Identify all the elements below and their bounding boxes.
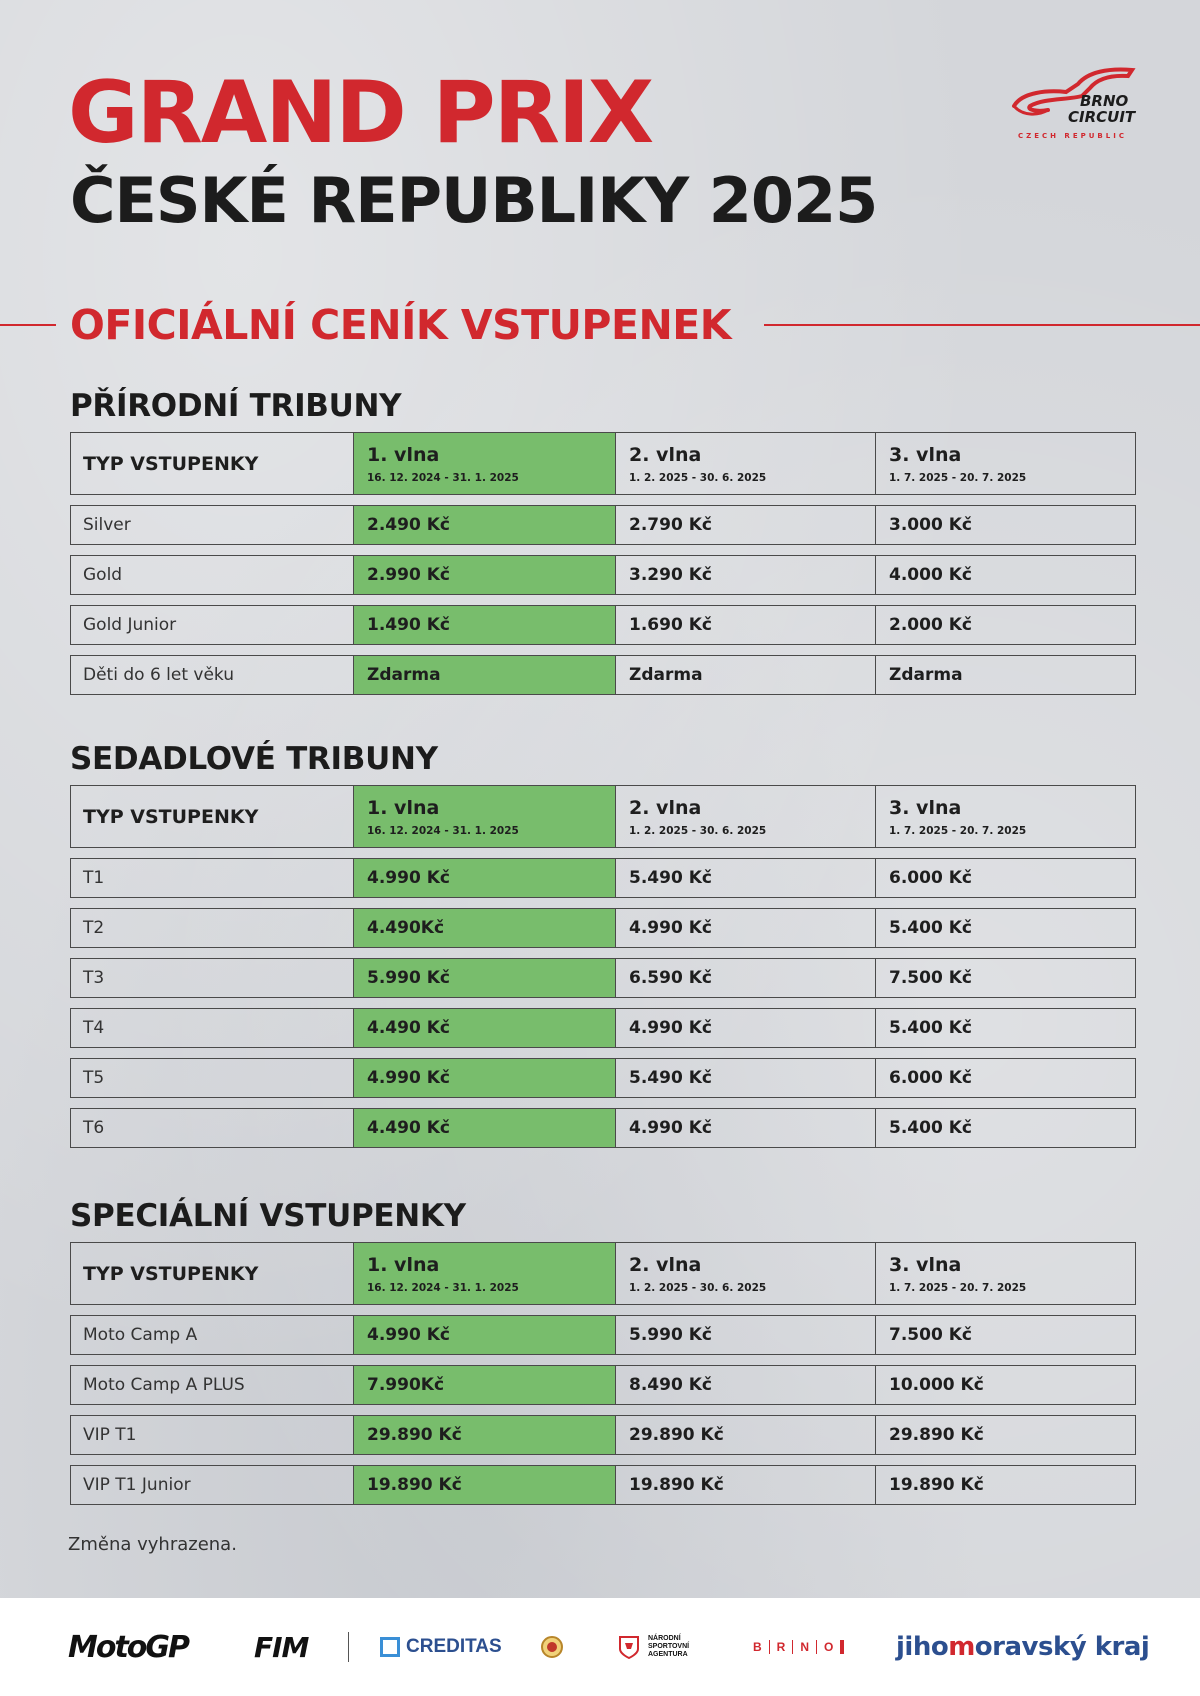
table-row (70, 1108, 1136, 1148)
table-row (70, 555, 1136, 595)
nsa-logo (618, 1598, 689, 1696)
page-title-line2: ČESKÉ REPUBLIKY 2025 (70, 164, 878, 237)
table-row (70, 1008, 1136, 1048)
price-wave-3: 5.400 Kč (875, 909, 1135, 947)
col-header-type: TYP VSTUPENKY (83, 452, 259, 475)
section-sedadlove-tribuny (70, 735, 1136, 1148)
price-wave-1: 2.490 Kč (353, 506, 615, 544)
table-row (70, 655, 1136, 695)
jihomoravsky-kraj-logo: jiho m oravský kraj (896, 1632, 1150, 1662)
price-wave-1: 4.490 Kč (353, 1109, 615, 1147)
ticket-type: T5 (83, 1068, 105, 1088)
ticket-type: T3 (83, 968, 105, 988)
table-row (70, 1058, 1136, 1098)
price-wave-2: 29.890 Kč (615, 1416, 875, 1454)
col-header-wave-1: 1. vlna 16. 12. 2024 - 31. 1. 2025 (353, 1243, 615, 1304)
price-wave-2: 3.290 Kč (615, 556, 875, 594)
col-header-wave-3: 3. vlna 1. 7. 2025 - 20. 7. 2025 (875, 1243, 1135, 1304)
section-title: PŘÍRODNÍ TRIBUNY (70, 388, 402, 424)
circuit-track-icon (1008, 62, 1138, 142)
price-wave-1: 4.990 Kč (353, 1316, 615, 1354)
price-wave-3: 7.500 Kč (875, 959, 1135, 997)
price-wave-1: 4.990 Kč (353, 1059, 615, 1097)
price-wave-1: 4.490 Kč (353, 1009, 615, 1047)
price-wave-2: 1.690 Kč (615, 606, 875, 644)
brno-logo: B R N O (746, 1598, 844, 1696)
col-header-wave-3: 3. vlna 1. 7. 2025 - 20. 7. 2025 (875, 786, 1135, 847)
price-wave-1: 1.490 Kč (353, 606, 615, 644)
price-wave-2: 4.990 Kč (615, 909, 875, 947)
subtitle-row (0, 300, 1200, 350)
price-wave-3: 29.890 Kč (875, 1416, 1135, 1454)
table-row (70, 958, 1136, 998)
table-row (70, 908, 1136, 948)
col-header-wave-3: 3. vlna 1. 7. 2025 - 20. 7. 2025 (875, 433, 1135, 494)
price-wave-2: 4.990 Kč (615, 1109, 875, 1147)
nsa-text: NÁRODNÍ SPORTOVNÍ AGENTURA (648, 1635, 690, 1658)
col-header-type: TYP VSTUPENKY (83, 805, 259, 828)
disclaimer-note: Změna vyhrazena. (68, 1534, 237, 1555)
ticket-type: Gold Junior (83, 615, 177, 635)
creditas-square-icon (380, 1637, 400, 1657)
ticket-type: Silver (83, 515, 131, 535)
ticket-type: Děti do 6 let věku (83, 665, 235, 685)
ticket-type: T1 (83, 868, 105, 888)
price-wave-2: 8.490 Kč (615, 1366, 875, 1404)
table-row (70, 1365, 1136, 1405)
ticket-type: T4 (83, 1018, 105, 1038)
price-wave-3: 5.400 Kč (875, 1109, 1135, 1147)
sponsor-footer (0, 1598, 1200, 1696)
svg-text:CIRCUIT: CIRCUIT (1068, 108, 1136, 126)
price-wave-2: 5.990 Kč (615, 1316, 875, 1354)
subtitle: OFICIÁLNÍ CENÍK VSTUPENEK (70, 301, 732, 349)
table-row (70, 605, 1136, 645)
footer-separator (348, 1632, 349, 1662)
creditas-label: CREDITAS (406, 1636, 502, 1657)
price-wave-3: 10.000 Kč (875, 1366, 1135, 1404)
motogp-logo: MotoGP (68, 1629, 189, 1665)
section-prirodni-tribuny (70, 382, 1136, 695)
brno-circuit-logo (1008, 62, 1138, 142)
col-header-wave-2: 2. vlna 1. 2. 2025 - 30. 6. 2025 (615, 433, 875, 494)
price-wave-1: 7.990Kč (353, 1366, 615, 1404)
price-wave-3: 2.000 Kč (875, 606, 1135, 644)
col-header-type: TYP VSTUPENKY (83, 1262, 259, 1285)
price-wave-3: Zdarma (875, 656, 1135, 694)
divider-left (0, 324, 56, 326)
price-wave-2: Zdarma (615, 656, 875, 694)
fim-logo: FIM (254, 1630, 309, 1664)
ticket-type: Moto Camp A (83, 1325, 198, 1345)
ticket-type: VIP T1 Junior (83, 1475, 191, 1495)
table-header (70, 1242, 1136, 1305)
price-wave-2: 5.490 Kč (615, 1059, 875, 1097)
price-wave-1: 4.490Kč (353, 909, 615, 947)
price-wave-2: 6.590 Kč (615, 959, 875, 997)
czech-lion-icon (618, 1635, 640, 1659)
price-wave-1: 5.990 Kč (353, 959, 615, 997)
col-header-wave-2: 2. vlna 1. 2. 2025 - 30. 6. 2025 (615, 786, 875, 847)
price-wave-3: 6.000 Kč (875, 859, 1135, 897)
section-title: SPECIÁLNÍ VSTUPENKY (70, 1198, 466, 1234)
creditas-logo (380, 1598, 502, 1696)
table-row (70, 1465, 1136, 1505)
price-wave-1: 4.990 Kč (353, 859, 615, 897)
svg-text:BRNO: BRNO (1080, 92, 1129, 110)
page-title: GRAND PRIX (68, 63, 653, 163)
table-header (70, 432, 1136, 495)
price-wave-2: 5.490 Kč (615, 859, 875, 897)
price-wave-2: 2.790 Kč (615, 506, 875, 544)
price-wave-2: 19.890 Kč (615, 1466, 875, 1504)
ticket-type: T2 (83, 918, 105, 938)
col-header-wave-1: 1. vlna 16. 12. 2024 - 31. 1. 2025 (353, 786, 615, 847)
price-wave-1: 29.890 Kč (353, 1416, 615, 1454)
divider-right (764, 324, 1200, 326)
section-specialni-vstupenky (70, 1192, 1136, 1505)
price-wave-3: 4.000 Kč (875, 556, 1135, 594)
price-wave-3: 3.000 Kč (875, 506, 1135, 544)
ticket-type: T6 (83, 1118, 105, 1138)
price-wave-3: 7.500 Kč (875, 1316, 1135, 1354)
col-header-wave-2: 2. vlna 1. 2. 2025 - 30. 6. 2025 (615, 1243, 875, 1304)
shield-emblem-icon (540, 1598, 564, 1696)
section-title: SEDADLOVÉ TRIBUNY (70, 741, 438, 777)
ticket-type: VIP T1 (83, 1425, 137, 1445)
price-wave-1: 2.990 Kč (353, 556, 615, 594)
table-row (70, 505, 1136, 545)
price-wave-3: 6.000 Kč (875, 1059, 1135, 1097)
table-header (70, 785, 1136, 848)
col-header-wave-1: 1. vlna 16. 12. 2024 - 31. 1. 2025 (353, 433, 615, 494)
price-wave-1: Zdarma (353, 656, 615, 694)
table-row (70, 858, 1136, 898)
ticket-type: Gold (83, 565, 123, 585)
price-wave-3: 19.890 Kč (875, 1466, 1135, 1504)
price-wave-3: 5.400 Kč (875, 1009, 1135, 1047)
svg-text:CZECH REPUBLIC: CZECH REPUBLIC (1018, 132, 1127, 140)
price-wave-1: 19.890 Kč (353, 1466, 615, 1504)
price-wave-2: 4.990 Kč (615, 1009, 875, 1047)
table-row (70, 1415, 1136, 1455)
table-row (70, 1315, 1136, 1355)
ticket-type: Moto Camp A PLUS (83, 1375, 245, 1395)
